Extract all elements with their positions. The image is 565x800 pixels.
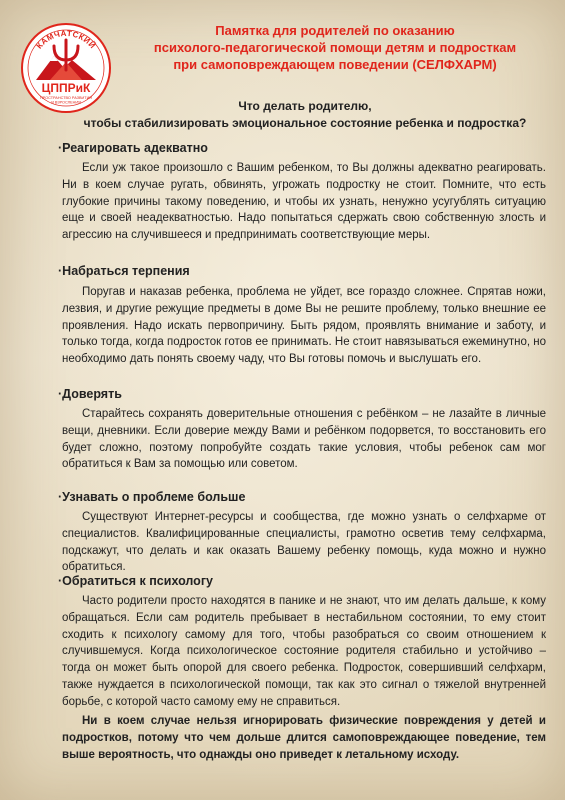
question-line-2: чтобы стабилизировать эмоциональное состояние ребенка и подростка? — [83, 116, 527, 130]
logo-name: ЦППРиК — [41, 81, 91, 95]
section-text-patience: Поругав и наказав ребенка, проблема не уйдет, все гораздо сложнее. Спрятав ножи, лезвия, и другие режущие предметы в доме Вы не решите проблему, только внешние ее проявления. Надо искать первопричину. Быть рядом, проявлять внимание и заботу, и только тогда, когда подросток готов ее принимать. Не стоит навязываться ежеминутно, но необходимо дать понять своему чаду, что Вы готовы помочь и выслушать его. — [62, 286, 546, 366]
section-title-psychologist: ·Обратиться к психологу — [58, 574, 213, 588]
logo-subtitle-2: И ВЗРОСЛЕНИЯ — [51, 100, 81, 105]
closing-warning: Ни в коем случае нельзя игнорировать физические повреждения у детей и подростков, потому что чем дольше длится самоповреждающее поведение, тем выше вероятность, что однажды оно приведет к летальному исходу. — [62, 715, 546, 761]
section-text-trust: Старайтесь сохранять доверительные отношения с ребёнком – не лазайте в личные вещи, дневники. Если доверие между Вами и ребёнком подорвется, то восстановить его будет сложно, поэтому попробуйте создать такие условия, чтобы ребенок сам мог обратиться к Вам за помощью или советом. — [62, 408, 546, 471]
section-text-react: Если уж такое произошло с Вашим ребенком, то Вы должны адекватно реагировать. Ни в коем случае ругать, обвинять, угрожать подростку не стоит. Помните, что есть глубокие причины такому поведению, и чтобы их узнать, ненужно усугублять ситуацию еще и своей неадекватностью. Надо попытаться сдержать свою собственную злость и агрессию на случившееся и предпринимать соответствующие меры. — [62, 162, 546, 242]
section-question — [60, 98, 550, 132]
logo-subtitle-1: ПРОСТРАНСТВО РАЗВИТИЯ — [39, 96, 93, 100]
question-line-1: Что делать родителю, — [238, 99, 372, 113]
title-line-1: Памятка для родителей по оказанию — [215, 23, 455, 38]
title-line-3: при самоповреждающем поведении (СЕЛФХАРМ) — [173, 57, 497, 72]
title-line-2: психолого-педагогической помощи детям и подросткам — [153, 40, 517, 55]
section-title-trust: ·Доверять — [58, 387, 122, 401]
logo-top-text: КАМЧАТСКИЙ — [34, 28, 98, 51]
section-text-learn: Существуют Интернет-ресурсы и сообщества, где можно узнать о селфхарме от специалистов. Квалифицированные специалисты, грамотно осветив тему селфхарма, подскажут, что делать и как оказать Вашему ребенку помощь, куда можно и нужно обратиться. — [62, 511, 546, 574]
section-title-patience: ·Набраться терпения — [58, 264, 190, 278]
section-title-react: ·Реагировать адекватно — [58, 141, 208, 155]
section-title-learn: ·Узнавать о проблеме больше — [58, 490, 246, 504]
page-title — [120, 22, 550, 73]
section-text-psychologist: Часто родители просто находятся в панике и не знают, что им делать дальше, к кому обращаться. Если сам родитель пребывает в нестабильном состоянии, то ему стоит сходить к психологу самому для того, чтобы разобраться со своим отношением к случившемуся. Когда психологическое состояние родителя стабильно и устойчиво – тогда он может быть опорой для своего ребенка. Подросток, совершивший селфхарм, также нуждается в психологической помощи, так как это сигнал о тяжелой внутренней борьбе, с которой часто самому ему не справиться. — [62, 595, 546, 708]
